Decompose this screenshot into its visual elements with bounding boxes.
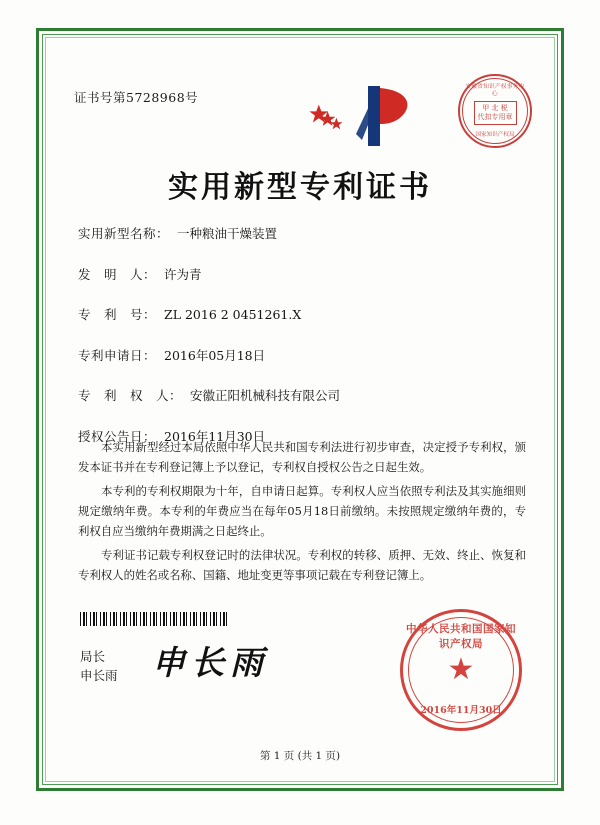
field-label: 专利申请日： (78, 347, 157, 363)
paragraph: 本实用新型经过本局依照中华人民共和国专利法进行初步审查，决定授予专利权，颁发本证书并在专利登记簿上予以登记，专利权自授权公告之日起生效。 (78, 440, 526, 474)
field-value: 2016年11月30日 (164, 428, 266, 444)
star-icon: ★ (447, 652, 475, 687)
field-row (78, 386, 526, 404)
legal-text (78, 437, 526, 589)
handwritten-signature: 申长雨 (152, 643, 269, 682)
page-title: 实用新型专利证书 (168, 170, 432, 205)
tax-seal-box-line2: 代扣专用章 (477, 113, 513, 121)
tax-seal-arc-text: 安徽省知识产权事务中心 (465, 84, 525, 97)
field-label: 专 利 号： (78, 307, 157, 322)
field-value: 许为青 (164, 266, 202, 282)
patent-office-emblem-icon (306, 80, 424, 152)
field-label: 专 利 权 人： (78, 388, 183, 403)
page-footer: 第 1 页 (共 1 页) (259, 750, 341, 762)
signature-block (80, 643, 269, 685)
signature-label-name: 申长雨 (80, 668, 118, 683)
field-row (78, 305, 526, 323)
tax-seal-bottom-text: 国家知识产权局 (475, 132, 515, 138)
tax-seal (458, 74, 532, 148)
field-label: 授权公告日： (78, 428, 157, 444)
field-row (78, 224, 526, 242)
certificate-number: 证书号第5728968号 (74, 90, 199, 105)
official-seal (400, 609, 522, 731)
signature-label-title: 局长 (80, 649, 106, 664)
tax-seal-box-line1: 甲 北 税 (482, 104, 508, 112)
certificate-barcode (80, 612, 230, 626)
certificate-content (60, 52, 540, 769)
official-seal-arc-text: 中华人民共和国国家知识产权局 (406, 623, 516, 650)
field-label: 发 明 人： (78, 266, 157, 282)
field-row (78, 346, 526, 364)
official-seal-date: 2016年11月30日 (420, 705, 502, 716)
field-value: 2016年05月18日 (164, 347, 266, 363)
field-label: 实用新型名称： (78, 226, 170, 241)
paragraph: 专利证书记载专利权登记时的法律状况。专利权的转移、质押、无效、终止、恢复和专利权人的姓名或名称、国籍、地址变更等事项记载在专利登记簿上。 (78, 548, 526, 582)
field-value: 安徽正阳机械科技有限公司 (190, 388, 341, 403)
field-row (78, 265, 526, 283)
field-value: 一种粮油干燥装置 (177, 226, 278, 241)
field-value: ZL 2016 2 0451261.X (164, 307, 302, 322)
paragraph: 本专利的专利权期限为十年，自申请日起算。专利权人应当依照专利法及其实施细则规定缴纳年费。本专利的年费应当在每年05月18日前缴纳。未按照规定缴纳年费的，专利权自应当缴纳年费期满之日起终止。 (78, 484, 526, 538)
field-list (78, 224, 526, 467)
